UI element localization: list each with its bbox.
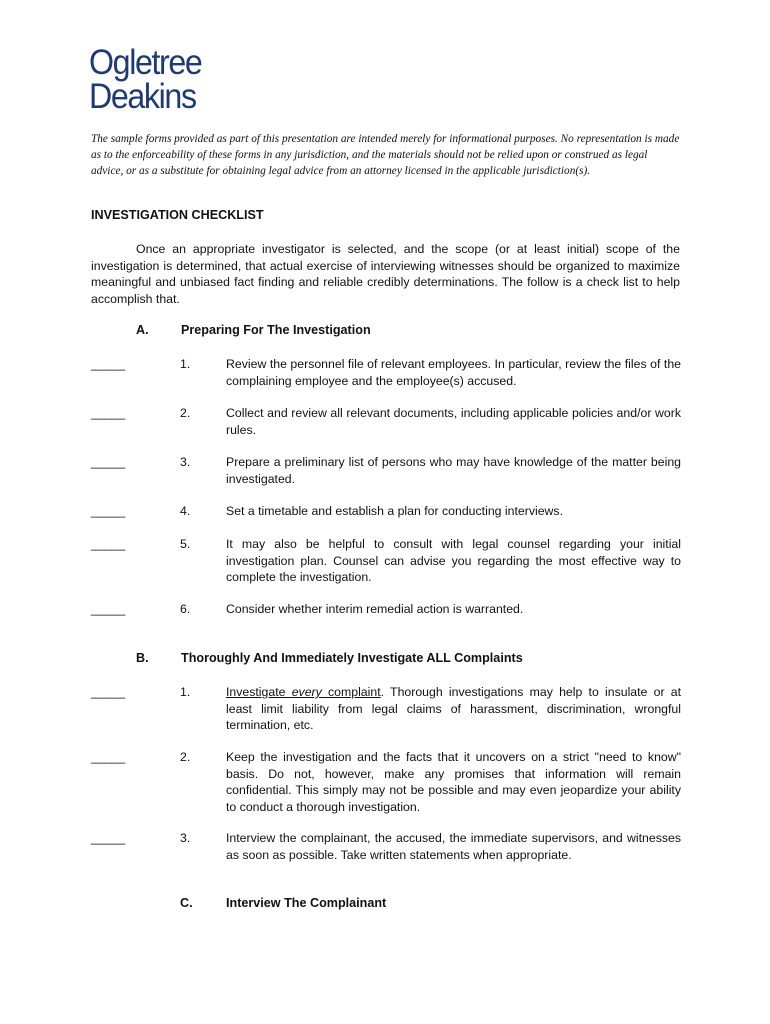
item-text: Keep the investigation and the facts that it uncovers on a strict "need to know" basis. Do not, however, make any promises that information will remain confidential. This simply may not be possible and may even jeopardize your ability to conduct a thorough investigation. [226, 750, 681, 814]
item-text: Consider whether interim remedial action is warranted. [226, 602, 524, 616]
item-number: 3. [180, 831, 191, 845]
item-text: Collect and review all relevant documents, including applicable policies and/or work rules. [226, 406, 681, 437]
ogletree-deakins-logo [89, 43, 202, 116]
item-number: 1. [180, 685, 191, 699]
checklist-item-a3 [91, 454, 681, 487]
item-text [226, 684, 681, 734]
item-number: 6. [180, 602, 191, 616]
section-letter: B. [136, 651, 149, 665]
intro-text: Once an appropriate investigator is selected, and the scope (or at least initial) scope of the investigation is determined, that actual exercise of interviewing witnesses should be organized to maximize meaningful and unbiased fact finding and reliable credibly determinations. The follow is a check list to help accomplish that. [91, 242, 680, 306]
item-number: 2. [180, 406, 191, 420]
checkbox-blank[interactable]: _____ [91, 537, 126, 551]
checkbox-blank[interactable]: _____ [91, 455, 126, 469]
checklist-item-a2 [91, 405, 681, 438]
disclaimer-text: The sample forms provided as part of this presentation are intended merely for informational purposes. No representation is made as to the enforceability of these forms in any jurisdiction, and the materials should not be relied upon or construed as legal advice, or as a substitute for obtaining legal advice from an attorney licensed in the applicable jurisdiction(s). [91, 133, 680, 178]
item-text: It may also be helpful to consult with legal counsel regarding your initial investigation plan. Counsel can advise you regarding the most effective way to complete the investigation. [226, 537, 681, 584]
logo-line-2: Deakins [89, 77, 196, 116]
checkbox-blank[interactable]: _____ [91, 406, 126, 420]
item-number: 5. [180, 537, 191, 551]
underline-pre: Investigate [226, 685, 292, 699]
checklist-item-b1 [91, 684, 681, 734]
item-text: Review the personnel file of relevant employees. In particular, review the files of the complaining employee and the employee(s) accused. [226, 357, 681, 388]
item-number: 1. [180, 357, 191, 371]
checklist-item-a6 [91, 601, 681, 618]
item-number: 2. [180, 750, 191, 764]
item-text: Set a timetable and establish a plan for conducting interviews. [226, 504, 563, 518]
underline-post: complaint [321, 685, 381, 699]
section-letter: C. [180, 896, 193, 910]
underlined-phrase [226, 685, 381, 699]
section-title: Preparing For The Investigation [181, 323, 371, 337]
checkbox-blank[interactable]: _____ [91, 750, 126, 764]
item-text: Interview the complainant, the accused, the immediate supervisors, and witnesses as soon as possible. Take written statements when appropriate. [226, 831, 681, 862]
checklist-item-a4 [91, 503, 681, 520]
checkbox-blank[interactable]: _____ [91, 504, 126, 518]
checklist-item-a5 [91, 536, 681, 586]
section-title: Interview The Complainant [226, 896, 387, 910]
section-letter: A. [136, 323, 149, 337]
checkbox-blank[interactable]: _____ [91, 357, 126, 371]
section-title: Thoroughly And Immediately Investigate ALL Complaints [181, 651, 523, 665]
intro-paragraph [91, 241, 680, 307]
checkbox-blank[interactable]: _____ [91, 831, 126, 845]
checklist-item-b3 [91, 830, 681, 863]
checklist-item-a1 [91, 356, 681, 389]
checkbox-blank[interactable]: _____ [91, 602, 126, 616]
checklist-item-b2 [91, 749, 681, 815]
checkbox-blank[interactable]: _____ [91, 685, 126, 699]
page-title: INVESTIGATION CHECKLIST [91, 208, 264, 222]
item-number: 4. [180, 504, 191, 518]
item-text-rest: . Thorough investigations may help to insulate or at least limit liability from legal claims of harassment, discrimination, wrongful termination, etc. [226, 685, 682, 732]
item-text: Prepare a preliminary list of persons who may have knowledge of the matter being investigated. [226, 455, 681, 486]
item-number: 3. [180, 455, 191, 469]
emphasis-word: every [291, 685, 322, 699]
logo-line-1: Ogletree [89, 43, 202, 82]
